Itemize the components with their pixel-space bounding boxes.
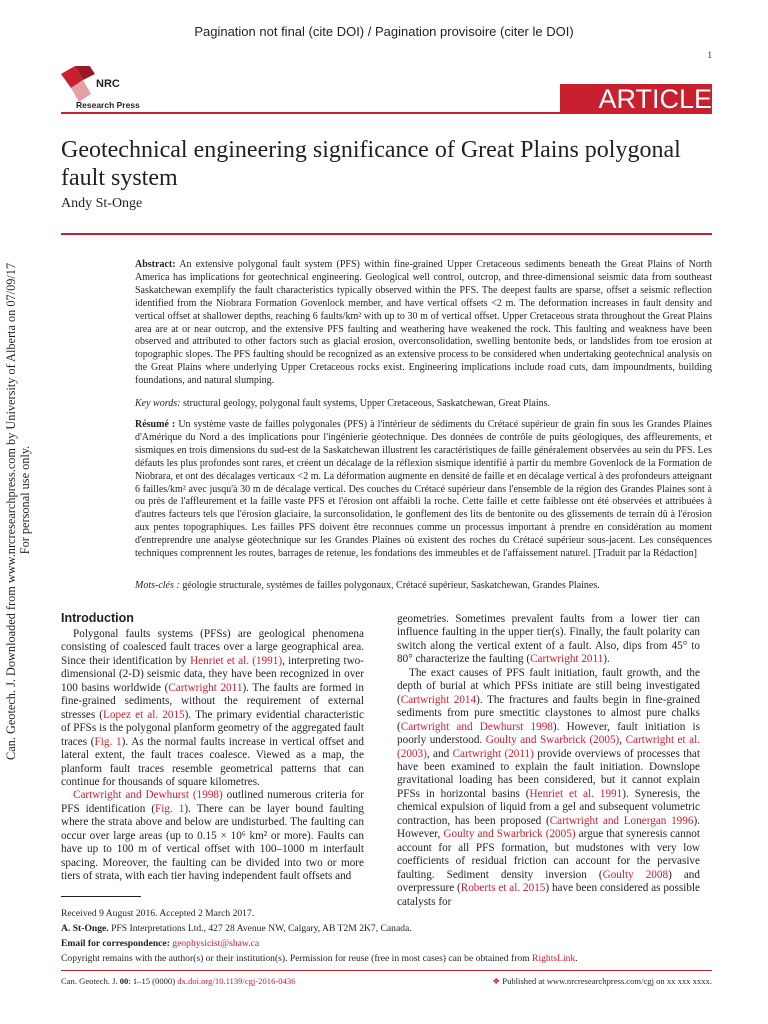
citation-link[interactable]: Cartwright and Lonergan 1996 [549,814,694,827]
citation-link[interactable]: Goulty 2008 [602,868,669,881]
citation-link[interactable]: Lopez et al. 2015 [103,708,185,721]
paragraph-text: ). The primary evidential characteristic of PFSs is the polygonal planform geometry of the aggregated fault traces ( [61,708,364,748]
citation-link[interactable]: Roberts et al. 2015 [460,882,546,895]
author-name: Andy St-Onge [61,196,143,211]
affiliation-line [61,921,712,936]
paragraph-text: ). As the normal faults increase in vertical offset and lateral extent, the fault traces coalesce. Viewed as a map, the planform fault traces resemble geometrical patterns that can continue for thousands of square kilometres. [61,735,364,788]
citation-prefix: Can. Geotech. J. [61,976,118,986]
download-notice-line1: Can. Geotech. J. Downloaded from www.nrcresearchpress.com by University of Alberta on 07/09/17 [4,262,18,760]
affiliation-text: PFS Interpretations Ltd., 427 28 Avenue NW, Calgary, AB T2M 2K7, Canada. [108,923,412,934]
citation-line [61,976,295,986]
paragraph [61,789,364,883]
paragraph-text: outlined numerous criteria for PFS identification ( [61,789,364,815]
affiliation-name: A. St-Onge. [61,923,109,934]
footnote-rule [61,896,141,897]
citation-link[interactable]: Goulty and Swarbrick (2005) [485,734,620,747]
resume-label: Résumé : [135,419,176,430]
paragraph-text: argue that syneresis cannot account for all PFS formation, but mudstones with very low coefficients of residual friction can account for the pervasive faulting. Sediment density inversion ( [397,828,700,881]
abstract-label: Abstract: [135,259,176,270]
citation-link[interactable]: Cartwright et al. (2003) [397,734,700,760]
citation-link[interactable]: Henriet et al. (1991) [190,654,283,667]
mots-cles-label: Mots-clés : [135,580,180,591]
paragraph-text: ) and overpressure ( [397,868,700,895]
received-line: Received 9 August 2016. Accepted 2 March 2017. [61,908,255,919]
citation-link[interactable]: Goulty and Swarbrick (2005) [443,828,576,841]
citation-link[interactable]: Cartwright 2014 [400,693,477,706]
citation-link[interactable]: Cartwright and Dewhurst 1998 [400,720,553,733]
citation-link[interactable]: Cartwright and Dewhurst (1998) [73,789,223,802]
body-column-right [397,613,700,909]
keywords [135,398,712,411]
body-column-left [61,628,364,884]
paragraph-text: provide overviews of processes that have been examined to explain the fault initiation. Downslope gravitational loading has been considered, but it cannot explain PFSs in horizontal basins ( [397,747,700,800]
copyright-text: Copyright remains with the author(s) or their institution(s). Permission for reuse (free in most cases) can be obtained from [61,953,533,964]
paragraph-text: , [619,734,626,747]
paragraph [61,628,364,789]
mots-cles-text: géologie structurale, systèmes de failles polygonaux, Crétacé supérieur, Saskatchewan, Grandes Plaines. [182,580,600,591]
paragraph-text: ). [603,653,610,666]
resume [135,419,712,561]
paragraph-text: , and [426,747,453,760]
author-rule [61,233,712,235]
abstract [135,259,712,388]
paragraph-text: ). There can be layer bound faulting where the strata above and below are undisturbed. The faulting can occur over large areas (up to 0.15 × 10⁶ km² or more). Faults can have up to 100 m of vertical offset with 100–1000 m interfault spacing. Moreover, the faulting can be divided into two or more tiers of strata, with each tier having independent fault offsets and [61,802,364,883]
citation-link[interactable]: Fig. 1 [94,735,122,748]
paragraph-text: ). The faults are formed in fine-grained sediments, without the requirement of external stresses ( [61,681,365,721]
page-number: 1 [707,50,712,60]
pagination-notice: Pagination not final (cite DOI) / Pagination provisoire (citer le DOI) [194,24,574,39]
copyright-line: Copyright remains with the author(s) or their institution(s). Permission for reuse (free in most cases) can be obtained from RightsLink. [61,953,578,964]
download-notice-line2: For personal use only. [18,445,32,555]
paragraph [397,667,700,909]
paragraph-text: ) have been considered as possible catalysts for [397,882,701,908]
email-line [61,936,712,951]
footer-rule [61,970,712,971]
email-link[interactable]: geophysicist@shaw.ca [172,938,260,949]
citation-pages: : 1–15 (0000) [128,976,176,986]
citation-link[interactable]: Henriet et al. 1991 [529,787,623,800]
published-text: Published at www.nrcresearchpress.com/cgj on xx xxx xxxx. [502,976,712,986]
citation-link[interactable]: Cartwright 2011 [168,681,243,694]
article-label: ARTICLE [598,84,712,114]
nrc-leaf-icon: ❖ [492,976,501,986]
paragraph-text: , interpreting two-dimensional (2-D) seismic data, they have been recognized in over 100 basins worldwide ( [61,654,364,694]
published-line [455,976,712,987]
mots-cles [135,580,712,593]
paragraph-text: geometries. Sometimes prevalent faults from a lower tier can influence faulting in the upper tier(s). Finally, the fault polarity can switch along the vertical extent of a fault. Also, dips from 45° to 80° characterize the faulting ( [397,613,700,666]
abstract-text: An extensive polygonal fault system (PFS) within fine-grained Upper Cretaceous sediments beneath the Great Plains of North America has implications for geotechnical engineering. Geological well control, outcrop, and three-dimensional seismic data from southeast Saskatchewan exemplify the fault characteristics typically observed within the PFS. The deepest faults are sparse, offset a seismic reflection identified from the Niobrara Formation Govenlock member, and have vertical offsets <2 m. The deformation increases in fault density and vertical offset at shallower depths, reaching 6 faults/km² with up to 30 m of vertical offset. Upper Cretaceous strata throughout the Great Plains area are at or near outcrop, and the extensive PFS faulting and weathering have weakened the rock. This faulting and weakness have been observed and attributed to other factors such as glacial erosion, overconsolidation, swelling bentonite beds, or landslides from toe erosion at topographic slopes. The PFS faulting should be recognized as an extensive process to be considered when undertaking geotechnical analysis on the Great Plains where underlying Upper Cretaceous rocks exist. Engineering implications include road cuts, dam impoundments, building foundations, and natural slumping. [135,259,713,387]
logo-text-nrc: NRC [96,78,120,90]
article-title: Geotechnical engineering significance of Great Plains polygonal fault system [61,137,681,191]
citation-volume: 00 [119,976,129,986]
citation-link[interactable]: Fig. 1 [155,802,185,815]
paragraph-text: Polygonal faults systems (PFSs) are geological phenomena consisting of coalesced fault traces over a large geographical area. Since their identification by [61,628,364,667]
section-heading-introduction: Introduction [61,611,134,625]
rightslink-link[interactable]: RightsLink [532,953,576,964]
paragraph-text: ). However, [397,814,700,841]
paragraph-text: ). The fractures and faults begin in fine-grained sediments from pure smectitic claystones to almost pure chalks ( [397,693,700,733]
logo-text-research-press: Research Press [76,100,140,110]
citation-link[interactable]: Cartwright 2011 [530,653,604,666]
citation-link[interactable]: Cartwright (2011) [452,747,534,760]
doi-link[interactable]: dx.doi.org/10.1139/cgj-2016-0436 [177,976,296,986]
paragraph [397,613,700,667]
email-label: Email for correspondence: [61,938,170,949]
paragraph-text: The exact causes of PFS fault initiation, fault growth, and the depth of burial at which PFSs initiate are still being investigated ( [397,666,700,706]
resume-text: Un système vaste de failles polygonales (PFS) à l'intérieur de sédiments du Crétacé supérieur de grain fin sous les Grandes Plaines d'Amérique du Nord a des implications pour l'ingénierie géotechnique. Des données de contrôle de puits géologiques, des affleurements, et sismiques en trois dimensions du sud-est de la Saskatchewan illustrent les caractéristiques de faille généralement observées au sein du PFS. Les défauts les plus profondes sont rares, et créent un décalage de la réflexion sismique identifié à partir du membre Govenlock de la Formation de Niobrara, et ont des décalages verticaux <2 m. La déformation augmente en densité de faille et en décalage vertical à des profondeurs atteignant 6 failles/km² avec jusqu'à 30 m de décalage vertical. Des couches du Crétacé supérieur dans l'ensemble de la région des Grandes Plaines sont à ou près de l'affleurement et la faille vaste PFS et l'érosion ont affaibli la roche. Cette faille et cette faiblesse ont été observées et attribuées à d'autres facteurs tels que l'érosion glaciaire, la surconsolidation, le gonflement des lits de bentonite ou des glissements de terrain dû à l'érosion aux pentes topographiques. Les failles PFS doivent être reconnues comme un processus important à prendre en considération au moment d'entreprendre une analyse géotechnique sur les Grandes Plaines où existent des roches du Crétacé supérieur sous-jacent. Les conséquences techniques comprennent les routes, barrages de retenue, les fondations des immeubles et de l'affaissement naturel. [Traduit par la Rédaction] [135,419,712,560]
paragraph-text: ). However, fault initiation is poorly understood. [397,720,700,747]
keywords-text: structural geology, polygonal fault systems, Upper Cretaceous, Saskatchewan, Great Plains. [182,398,551,409]
footnotes [61,906,712,966]
paragraph-text: ). Syneresis, the chemical expulsion of liquid from a gel and subsequent volumetric contraction, has been proposed ( [397,787,701,827]
download-notice [4,240,32,760]
keywords-label: Key words: [135,398,181,409]
